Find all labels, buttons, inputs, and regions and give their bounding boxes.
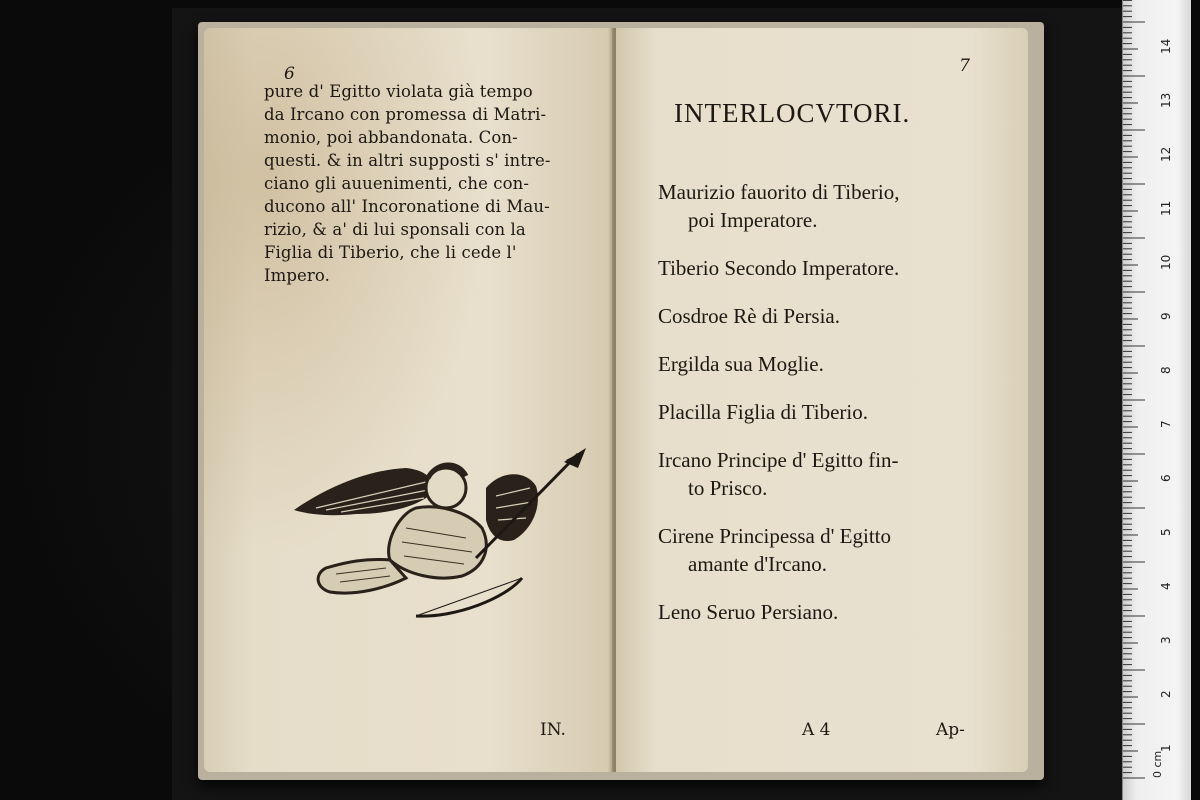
ruler-number: 11 bbox=[1159, 200, 1173, 216]
right-catchword: Ap- bbox=[936, 720, 965, 740]
page-title: INTERLOCVTORI. bbox=[674, 98, 911, 128]
cherub-wing-right bbox=[486, 474, 538, 541]
body-line: pure d' Egitto violata già tempo bbox=[264, 82, 533, 101]
ruler-number: 1 bbox=[1159, 744, 1173, 752]
ruler-number: 5 bbox=[1159, 528, 1173, 536]
character-line: Ircano Principe d' Egitto fin- bbox=[658, 448, 899, 472]
body-line: ciano gli auuenimenti, che con- bbox=[264, 174, 530, 193]
ruler-number: 4 bbox=[1159, 582, 1173, 590]
character-entry bbox=[658, 398, 1018, 426]
ruler-number: 8 bbox=[1159, 366, 1173, 374]
body-line: da Ircano con promessa di Matri- bbox=[264, 105, 547, 124]
ruler-number: 13 bbox=[1159, 92, 1173, 108]
character-list bbox=[658, 178, 1018, 646]
ruler-number: 14 bbox=[1159, 38, 1173, 54]
character-entry bbox=[658, 598, 1018, 626]
ruler-unit-label: 0 cm bbox=[1151, 750, 1164, 778]
ruler-number: 3 bbox=[1159, 636, 1173, 644]
right-page bbox=[616, 28, 1028, 772]
character-line: Placilla Figlia di Tiberio. bbox=[658, 400, 869, 424]
cherub-legs bbox=[318, 559, 406, 593]
left-page-body bbox=[264, 80, 598, 287]
left-page-number: 6 bbox=[284, 64, 295, 84]
character-entry bbox=[658, 178, 1018, 234]
character-entry bbox=[658, 302, 1018, 330]
character-line: poi Imperatore. bbox=[688, 208, 818, 232]
character-line: Cirene Principessa d' Egitto bbox=[658, 524, 891, 548]
measuring-ruler bbox=[1122, 0, 1191, 800]
character-line: amante d'Ircano. bbox=[688, 552, 828, 576]
body-line: questi. & in altri supposti s' intre- bbox=[264, 151, 551, 170]
body-line: ducono all' Incoronatione di Mau- bbox=[264, 197, 550, 216]
ruler-number: 2 bbox=[1159, 690, 1173, 698]
signature-mark: A 4 bbox=[802, 720, 831, 740]
cherub-woodcut-illustration bbox=[286, 448, 596, 628]
left-catchword: IN. bbox=[540, 720, 566, 740]
body-line: rizio, & a' di lui sponsali con la bbox=[264, 220, 526, 239]
body-line: Figlia di Tiberio, che li cede l' bbox=[264, 243, 517, 262]
character-line: Maurizio fauorito di Tiberio, bbox=[658, 180, 900, 204]
right-page-number: 7 bbox=[959, 56, 970, 76]
character-line: Ergilda sua Moglie. bbox=[658, 352, 824, 376]
character-entry bbox=[658, 350, 1018, 378]
ruler-number: 6 bbox=[1159, 474, 1173, 482]
ruler-ticks bbox=[1123, 0, 1191, 800]
character-line: Leno Seruo Persiano. bbox=[658, 600, 839, 624]
character-entry bbox=[658, 522, 1018, 578]
ruler-number: 9 bbox=[1159, 312, 1173, 320]
character-line: Tiberio Secondo Imperatore. bbox=[658, 256, 900, 280]
character-entry bbox=[658, 446, 1018, 502]
ruler-number: 10 bbox=[1159, 254, 1173, 270]
character-entry bbox=[658, 254, 1018, 282]
character-line: Cosdroe Rè di Persia. bbox=[658, 304, 840, 328]
body-line: monio, poi abbandonata. Con- bbox=[264, 128, 518, 147]
body-line: Impero. bbox=[264, 266, 330, 285]
ruler-number: 7 bbox=[1159, 420, 1173, 428]
character-line: to Prisco. bbox=[688, 476, 768, 500]
ruler-number: 12 bbox=[1159, 146, 1173, 162]
left-page bbox=[204, 28, 612, 772]
